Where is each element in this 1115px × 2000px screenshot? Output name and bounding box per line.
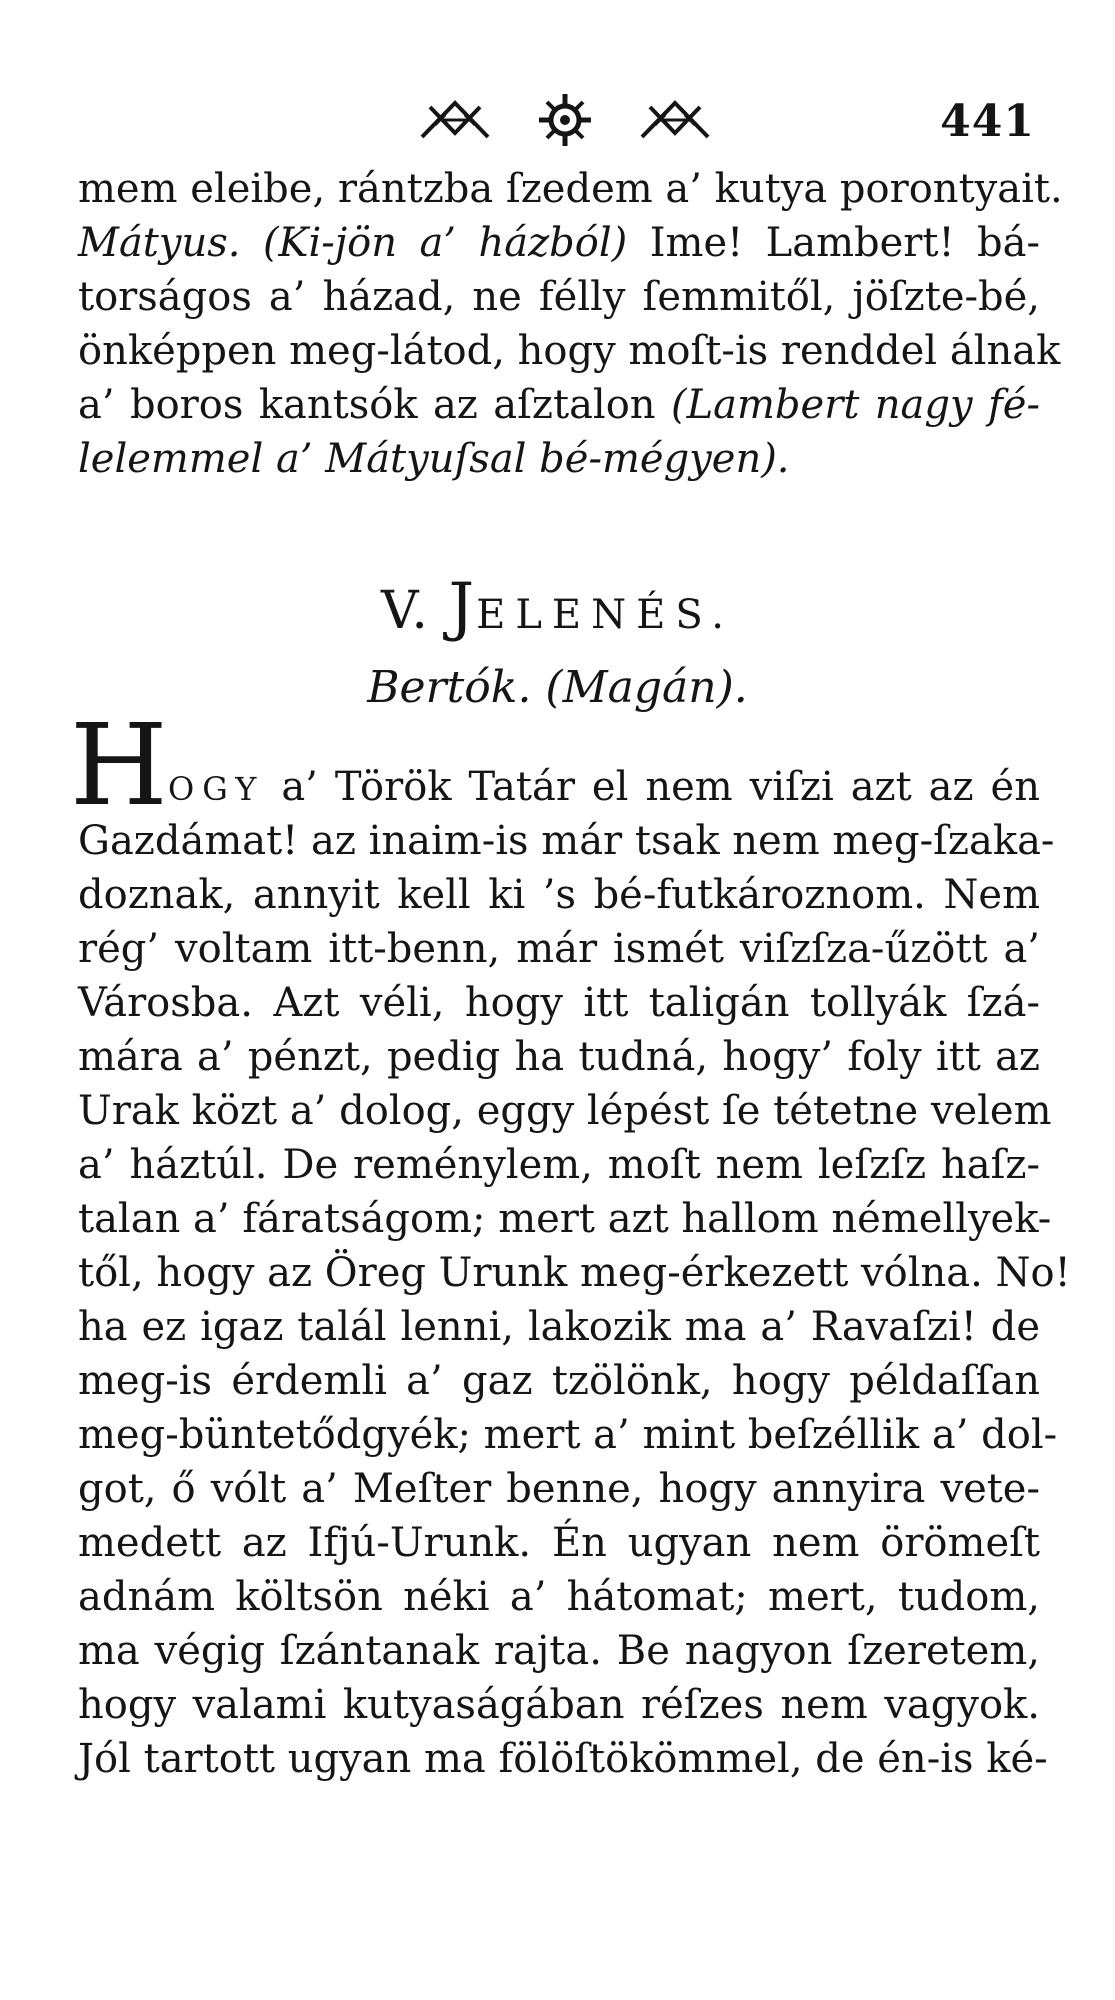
text-line: [78, 760, 1040, 814]
stage-direction-line: lelemmel a’ Mátyuſsal bé-mégyen).: [78, 436, 790, 482]
text-line: doznak, annyit kell ki ’s bé-futkároznom. Nem: [78, 872, 1040, 918]
text-line: rég’ voltam itt-benn, már ismét viſzſza-űzött a’: [78, 926, 1040, 972]
scene-heading: [0, 570, 1115, 644]
header-ornament: [420, 90, 710, 150]
page-number: 441: [940, 96, 1035, 147]
text-line: talan a’ fáratságom; mert azt hallom némellyek-: [78, 1196, 1052, 1242]
text-line: Jól tartott ugyan ma fölöſtökömmel, de én-is ké-: [78, 1736, 1048, 1782]
text-line: a’ háztúl. De reménylem, moſt nem leſzſz haſz-: [78, 1142, 1040, 1188]
leaf-ornament-icon: [640, 95, 710, 145]
text-line: Gazdámat! az inaim-is már tsak nem meg-ſzaka-: [78, 818, 1055, 864]
scene-title-rest: ELENÉS.: [476, 592, 735, 638]
text-line: adnám költsön néki a’ hátomat; mert, tudom,: [78, 1574, 1040, 1620]
page-header: [0, 90, 1115, 160]
text-line: got, ő vólt a’ Meſter benne, hogy annyira vete-: [78, 1466, 1040, 1512]
text-line: medett az Ifjú-Urunk. Én ugyan nem örömeſt: [78, 1520, 1040, 1566]
line-text: a’ Török Tatár el nem viſzi azt az én: [281, 764, 1040, 810]
text-line: önképpen meg-látod, hogy moſt-is renddel álnak: [78, 328, 1061, 374]
text-line: mem eleibe, rántzba ſzedem a’ kutya porontyait.: [78, 166, 1063, 212]
text-line: Urak közt a’ dolog, eggy lépést ſe tétetne velem: [78, 1088, 1052, 1134]
text-line: [78, 216, 1040, 270]
text-line: től, hogy az Öreg Urunk meg-érkezett vólna. No!: [78, 1250, 1071, 1296]
text-line: [78, 378, 1040, 432]
text-line: hogy valami kutyaságában réſzes nem vagyok.: [78, 1682, 1040, 1728]
speaker-line: Bertók. (Magán).: [367, 662, 748, 713]
line-text: Ime! Lambert! bá-: [649, 220, 1040, 266]
previous-scene-text: [78, 162, 1063, 486]
stage-direction: (Lambert nagy fé-: [670, 382, 1040, 428]
text-line: meg-is érdemli a’ gaz tzölönk, hogy példaſſan: [78, 1358, 1040, 1404]
first-word: OGY: [168, 770, 265, 808]
text-line: ha ez igaz talál lenni, lakozik ma a’ Ravaſzi! de: [78, 1304, 1040, 1350]
scene-numeral: V.: [380, 581, 430, 641]
leaf-ornament-icon: [420, 95, 490, 145]
text-line: meg-büntetődgyék; mert a’ mint beſzéllik a’ dol-: [78, 1412, 1058, 1458]
scene-body-text: [70, 701, 1071, 1786]
text-line: mára a’ pénzt, pedig ha tudná, hogy’ foly itt az: [78, 1034, 1040, 1080]
text-line: ma végig ſzántanak rajta. Be nagyon ſzeretem,: [78, 1628, 1040, 1674]
text-line: torságos a’ házad, ne félly ſemmitől, jöſzte-bé,: [78, 274, 1040, 320]
drop-cap: H: [70, 701, 168, 831]
flower-ornament-icon: [535, 92, 595, 148]
line-text: a’ boros kantsók az aſztalon: [78, 382, 656, 428]
scene-title-initial: J: [448, 570, 477, 644]
text-line: Városba. Azt véli, hogy itt taligán tollyák ſzá-: [78, 980, 1040, 1026]
character-name: Mátyus.: [78, 220, 241, 266]
stage-direction: (Ki-jön a’ házból): [262, 220, 628, 266]
